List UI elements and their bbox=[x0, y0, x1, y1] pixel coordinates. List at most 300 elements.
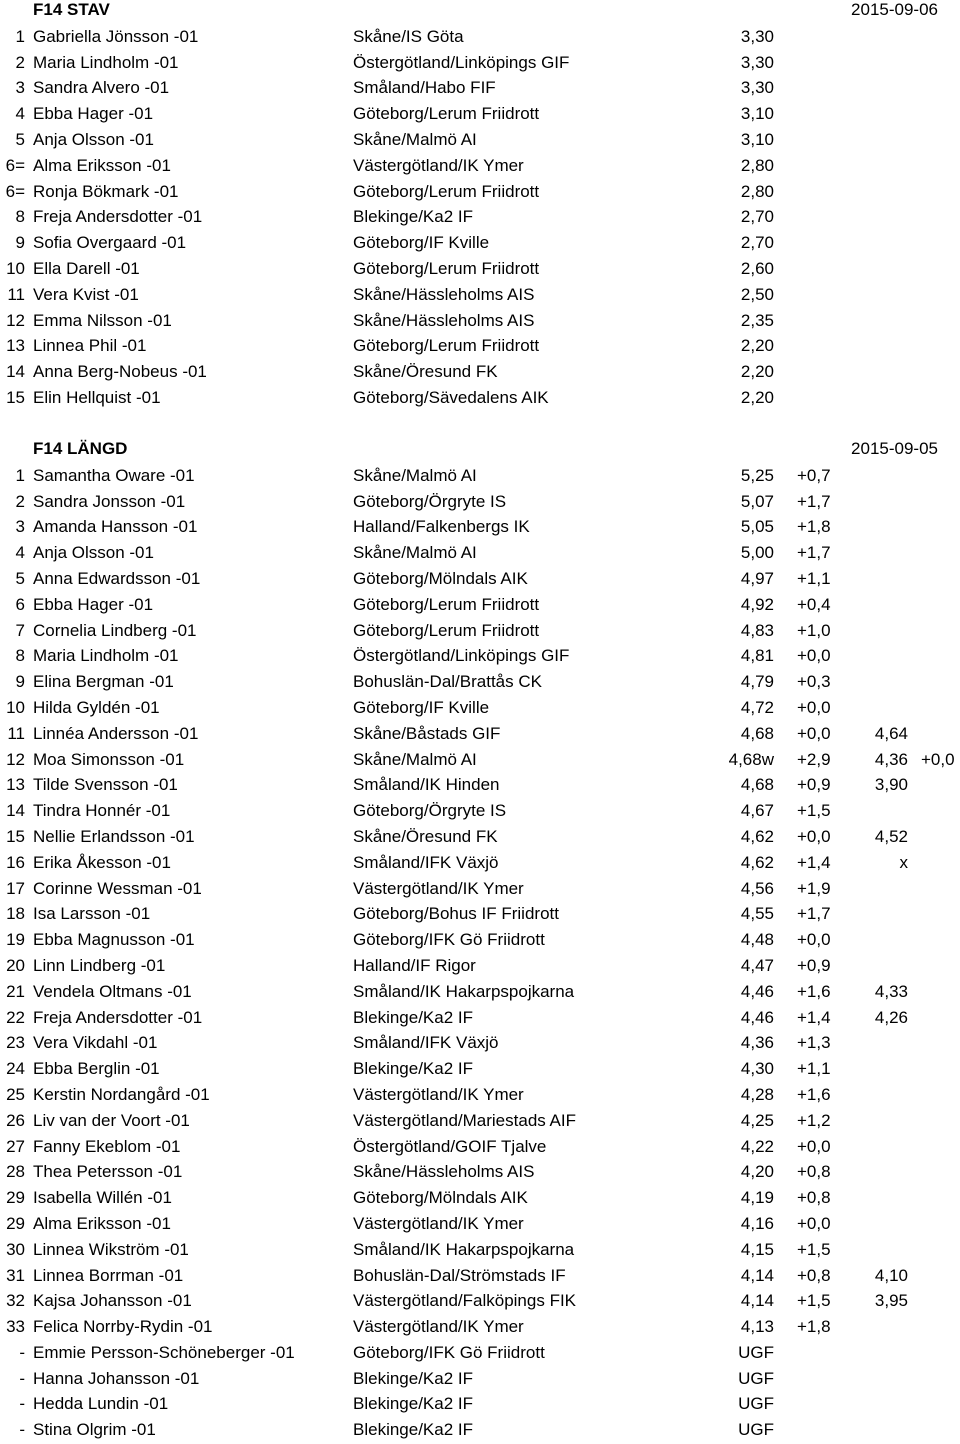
athlete-name: Kajsa Johansson -01 bbox=[33, 1291, 192, 1311]
athlete-name: Ebba Hager -01 bbox=[33, 104, 154, 124]
wind-value: +0,8 bbox=[797, 1265, 831, 1285]
langd-section bbox=[0, 437, 960, 1443]
result-value: UGF bbox=[738, 1342, 774, 1362]
table-row bbox=[0, 1288, 960, 1314]
rank-cell: 6= bbox=[5, 155, 25, 175]
athlete-name: Ebba Hager -01 bbox=[33, 594, 154, 614]
table-row bbox=[0, 204, 960, 230]
athlete-name: Elina Bergman -01 bbox=[33, 672, 174, 692]
club-name: Småland/IK Hakarpspojkarna bbox=[353, 1239, 575, 1259]
result-value: 4,22 bbox=[740, 1136, 774, 1156]
result-value: 4,28 bbox=[740, 1084, 774, 1104]
result-value: 4,48 bbox=[740, 930, 774, 950]
table-row bbox=[0, 618, 960, 644]
rank-cell: 13 bbox=[6, 336, 25, 356]
wind-value: +1,3 bbox=[797, 1033, 831, 1053]
athlete-name: Ebba Magnusson -01 bbox=[33, 930, 195, 950]
rank-cell: 7 bbox=[15, 620, 25, 640]
club-name: Västergötland/IK Ymer bbox=[353, 1213, 524, 1233]
extra-result-value: 4,33 bbox=[874, 981, 908, 1001]
table-row bbox=[0, 1185, 960, 1211]
result-value: 4,55 bbox=[740, 904, 774, 924]
rank-cell: 6 bbox=[15, 594, 25, 614]
wind-value: +1,4 bbox=[797, 1007, 831, 1027]
athlete-name: Hedda Lundin -01 bbox=[33, 1394, 169, 1414]
club-name: Småland/IK Hinden bbox=[353, 775, 500, 795]
athlete-name: Anja Olsson -01 bbox=[33, 543, 154, 563]
langd-title: F14 LÄNGD bbox=[33, 439, 128, 458]
wind-value: +0,4 bbox=[797, 594, 831, 614]
table-row bbox=[0, 772, 960, 798]
result-value: 4,72 bbox=[740, 697, 774, 717]
wind-value: +1,6 bbox=[797, 1084, 831, 1104]
extra-result-value: x bbox=[899, 852, 908, 872]
result-value: 4,16 bbox=[740, 1213, 774, 1233]
club-name: Göteborg/Bohus IF Friidrott bbox=[353, 904, 559, 924]
club-name: Skåne/Malmö AI bbox=[353, 465, 477, 485]
club-name: Göteborg/IFK Gö Friidrott bbox=[353, 930, 545, 950]
table-row bbox=[0, 256, 960, 282]
result-value: 3,30 bbox=[740, 26, 774, 46]
athlete-name: Hilda Gyldén -01 bbox=[33, 697, 160, 717]
club-name: Skåne/Öresund FK bbox=[353, 826, 498, 846]
extra-result-value: 3,90 bbox=[874, 775, 908, 795]
club-name: Östergötland/Linköpings GIF bbox=[353, 52, 570, 72]
athlete-name: Emma Nilsson -01 bbox=[33, 310, 172, 330]
result-value: 4,56 bbox=[740, 878, 774, 898]
table-row bbox=[0, 514, 960, 540]
table-row bbox=[0, 566, 960, 592]
result-value: 4,20 bbox=[740, 1162, 774, 1182]
result-value: 2,60 bbox=[740, 258, 774, 278]
table-row bbox=[0, 1366, 960, 1392]
stav-date: 2015-09-06 bbox=[851, 0, 938, 19]
table-row bbox=[0, 695, 960, 721]
athlete-name: Elin Hellquist -01 bbox=[33, 387, 161, 407]
club-name: Göteborg/IF Kville bbox=[353, 697, 490, 717]
athlete-name: Maria Lindholm -01 bbox=[33, 52, 179, 72]
athlete-name: Nellie Erlandsson -01 bbox=[33, 826, 195, 846]
result-value: 4,97 bbox=[740, 568, 774, 588]
wind-value: +1,7 bbox=[797, 543, 831, 563]
rank-cell: 24 bbox=[6, 1059, 25, 1079]
table-row bbox=[0, 850, 960, 876]
table-row bbox=[0, 385, 960, 411]
result-value: 2,50 bbox=[740, 284, 774, 304]
result-value: 4,15 bbox=[740, 1239, 774, 1259]
rank-cell: 31 bbox=[6, 1265, 25, 1285]
athlete-name: Anna Edwardsson -01 bbox=[33, 568, 201, 588]
result-value: 2,20 bbox=[740, 387, 774, 407]
result-value: 2,80 bbox=[740, 155, 774, 175]
langd-date: 2015-09-05 bbox=[851, 439, 938, 458]
rank-cell: 13 bbox=[6, 775, 25, 795]
table-row bbox=[0, 747, 960, 773]
wind-value: +0,7 bbox=[797, 465, 831, 485]
club-name: Göteborg/Örgryte IS bbox=[353, 491, 507, 511]
club-name: Blekinge/Ka2 IF bbox=[353, 1059, 474, 1079]
result-value: UGF bbox=[738, 1368, 774, 1388]
athlete-name: Erika Åkesson -01 bbox=[33, 852, 171, 872]
wind-value: +0,9 bbox=[797, 775, 831, 795]
club-name: Göteborg/Lerum Friidrott bbox=[353, 620, 540, 640]
langd-results-list bbox=[0, 463, 960, 1443]
result-value: 4,19 bbox=[740, 1188, 774, 1208]
wind-value: +0,0 bbox=[797, 1136, 831, 1156]
athlete-name: Linnea Wikström -01 bbox=[33, 1239, 189, 1259]
club-name: Blekinge/Ka2 IF bbox=[353, 1007, 474, 1027]
wind-value: +1,0 bbox=[797, 620, 831, 640]
table-row bbox=[0, 153, 960, 179]
result-value: 4,83 bbox=[740, 620, 774, 640]
rank-cell: 15 bbox=[6, 387, 25, 407]
table-row bbox=[0, 489, 960, 515]
club-name: Göteborg/Lerum Friidrott bbox=[353, 594, 540, 614]
wind-value: +0,0 bbox=[797, 930, 831, 950]
table-row bbox=[0, 24, 960, 50]
result-value: 4,62 bbox=[740, 826, 774, 846]
club-name: Västergötland/IK Ymer bbox=[353, 155, 524, 175]
club-name: Bohuslän-Dal/Brattås CK bbox=[353, 672, 542, 692]
table-row bbox=[0, 75, 960, 101]
rank-cell: 20 bbox=[6, 955, 25, 975]
club-name: Skåne/IS Göta bbox=[353, 26, 464, 46]
result-value: 5,00 bbox=[740, 543, 774, 563]
table-row bbox=[0, 901, 960, 927]
stav-results-list bbox=[0, 24, 960, 411]
table-row bbox=[0, 1391, 960, 1417]
athlete-name: Vera Vikdahl -01 bbox=[33, 1033, 158, 1053]
rank-cell: - bbox=[19, 1394, 25, 1414]
athlete-name: Hanna Johansson -01 bbox=[33, 1368, 200, 1388]
table-row bbox=[0, 1314, 960, 1340]
wind-value: +1,7 bbox=[797, 491, 831, 511]
club-name: Skåne/Malmö AI bbox=[353, 129, 477, 149]
athlete-name: Freja Andersdotter -01 bbox=[33, 207, 203, 227]
rank-cell: 30 bbox=[6, 1239, 25, 1259]
club-name: Göteborg/Lerum Friidrott bbox=[353, 104, 540, 124]
wind-value: +0,0 bbox=[797, 723, 831, 743]
table-row bbox=[0, 1211, 960, 1237]
rank-cell: 9 bbox=[15, 233, 25, 253]
wind-value: +1,2 bbox=[797, 1110, 831, 1130]
rank-cell: 9 bbox=[15, 672, 25, 692]
club-name: Bohuslän-Dal/Strömstads IF bbox=[353, 1265, 566, 1285]
club-name: Skåne/Hässleholms AIS bbox=[353, 310, 535, 330]
extra-result-value: 4,36 bbox=[874, 749, 908, 769]
athlete-name: Linnea Borrman -01 bbox=[33, 1265, 184, 1285]
result-value: 2,80 bbox=[740, 181, 774, 201]
result-value: 4,81 bbox=[740, 646, 774, 666]
rank-cell: 10 bbox=[6, 697, 25, 717]
result-value: 4,79 bbox=[740, 672, 774, 692]
table-row bbox=[0, 824, 960, 850]
wind-value: +1,5 bbox=[797, 801, 831, 821]
rank-cell: 22 bbox=[6, 1007, 25, 1027]
rank-cell: 4 bbox=[15, 104, 25, 124]
extra-result-value: 4,10 bbox=[874, 1265, 908, 1285]
wind-value: +1,1 bbox=[797, 1059, 831, 1079]
athlete-name: Isabella Willén -01 bbox=[33, 1188, 172, 1208]
rank-cell: 32 bbox=[6, 1291, 25, 1311]
table-row bbox=[0, 359, 960, 385]
wind-value: +0,0 bbox=[797, 826, 831, 846]
rank-cell: 10 bbox=[6, 258, 25, 278]
wind-value: +1,6 bbox=[797, 981, 831, 1001]
result-value: 4,46 bbox=[740, 1007, 774, 1027]
extra-result-value: 3,95 bbox=[874, 1291, 908, 1311]
athlete-name: Linnéa Andersson -01 bbox=[33, 723, 199, 743]
rank-cell: 5 bbox=[15, 129, 25, 149]
wind-value: +1,9 bbox=[797, 878, 831, 898]
wind-value: +1,7 bbox=[797, 904, 831, 924]
result-value: 5,05 bbox=[740, 517, 774, 537]
rank-cell: 23 bbox=[6, 1033, 25, 1053]
result-value: 2,20 bbox=[740, 336, 774, 356]
wind-value: +0,0 bbox=[797, 646, 831, 666]
rank-cell: 3 bbox=[15, 78, 25, 98]
rank-cell: 1 bbox=[15, 26, 25, 46]
stav-title: F14 STAV bbox=[33, 0, 110, 19]
table-row bbox=[0, 721, 960, 747]
table-row bbox=[0, 179, 960, 205]
athlete-name: Vendela Oltmans -01 bbox=[33, 981, 192, 1001]
table-row bbox=[0, 643, 960, 669]
result-value: 3,10 bbox=[740, 104, 774, 124]
club-name: Göteborg/Mölndals AIK bbox=[353, 568, 528, 588]
table-row bbox=[0, 876, 960, 902]
club-name: Blekinge/Ka2 IF bbox=[353, 207, 474, 227]
table-row bbox=[0, 1263, 960, 1289]
rank-cell: 14 bbox=[6, 362, 25, 382]
rank-cell: 16 bbox=[6, 852, 25, 872]
club-name: Halland/IF Rigor bbox=[353, 955, 476, 975]
result-value: 5,07 bbox=[740, 491, 774, 511]
athlete-name: Alma Eriksson -01 bbox=[33, 1213, 171, 1233]
table-row bbox=[0, 127, 960, 153]
table-row bbox=[0, 101, 960, 127]
athlete-name: Gabriella Jönsson -01 bbox=[33, 26, 199, 46]
athlete-name: Thea Petersson -01 bbox=[33, 1162, 183, 1182]
result-value: 2,35 bbox=[740, 310, 774, 330]
rank-cell: 8 bbox=[15, 646, 25, 666]
result-value: 4,14 bbox=[740, 1265, 774, 1285]
club-name: Skåne/Hässleholms AIS bbox=[353, 284, 535, 304]
result-value: 4,14 bbox=[740, 1291, 774, 1311]
athlete-name: Amanda Hansson -01 bbox=[33, 517, 198, 537]
athlete-name: Felica Norrby-Rydin -01 bbox=[33, 1317, 213, 1337]
club-name: Skåne/Malmö AI bbox=[353, 543, 477, 563]
athlete-name: Fanny Ekeblom -01 bbox=[33, 1136, 181, 1156]
athlete-name: Ella Darell -01 bbox=[33, 258, 140, 278]
club-name: Skåne/Hässleholms AIS bbox=[353, 1162, 535, 1182]
athlete-name: Linnea Phil -01 bbox=[33, 336, 147, 356]
table-row bbox=[0, 463, 960, 489]
rank-cell: 26 bbox=[6, 1110, 25, 1130]
club-name: Göteborg/Lerum Friidrott bbox=[353, 181, 540, 201]
rank-cell: 21 bbox=[6, 981, 25, 1001]
athlete-name: Linn Lindberg -01 bbox=[33, 955, 166, 975]
table-row bbox=[0, 540, 960, 566]
club-name: Göteborg/Sävedalens AIK bbox=[353, 387, 549, 407]
wind-value: +0,0 bbox=[797, 697, 831, 717]
table-row bbox=[0, 953, 960, 979]
table-row bbox=[0, 333, 960, 359]
result-value: 4,68 bbox=[740, 775, 774, 795]
rank-cell: 12 bbox=[6, 749, 25, 769]
table-row bbox=[0, 1108, 960, 1134]
table-row bbox=[0, 308, 960, 334]
club-name: Östergötland/GOIF Tjalve bbox=[353, 1136, 547, 1156]
wind-value: +0,8 bbox=[797, 1188, 831, 1208]
club-name: Västergötland/Falköpings FIK bbox=[353, 1291, 577, 1311]
rank-cell: 25 bbox=[6, 1084, 25, 1104]
table-row bbox=[0, 1082, 960, 1108]
rank-cell: 27 bbox=[6, 1136, 25, 1156]
athlete-name: Maria Lindholm -01 bbox=[33, 646, 179, 666]
rank-cell: 29 bbox=[6, 1213, 25, 1233]
rank-cell: - bbox=[19, 1420, 25, 1440]
athlete-name: Stina Olgrim -01 bbox=[33, 1420, 156, 1440]
rank-cell: 14 bbox=[6, 801, 25, 821]
wind-value: +1,8 bbox=[797, 1317, 831, 1337]
langd-header bbox=[0, 437, 960, 463]
rank-cell: 17 bbox=[6, 878, 25, 898]
rank-cell: 11 bbox=[7, 723, 25, 743]
wind-value: +0,3 bbox=[797, 672, 831, 692]
rank-cell: - bbox=[19, 1368, 25, 1388]
athlete-name: Tilde Svensson -01 bbox=[33, 775, 178, 795]
result-value: 3,30 bbox=[740, 78, 774, 98]
club-name: Småland/Habo FIF bbox=[353, 78, 496, 98]
athlete-name: Corinne Wessman -01 bbox=[33, 878, 202, 898]
rank-cell: 6= bbox=[5, 181, 25, 201]
result-value: 4,47 bbox=[740, 955, 774, 975]
athlete-name: Cornelia Lindberg -01 bbox=[33, 620, 197, 640]
result-value: 4,30 bbox=[740, 1059, 774, 1079]
rank-cell: 1 bbox=[15, 465, 25, 485]
club-name: Småland/IFK Växjö bbox=[353, 1033, 499, 1053]
athlete-name: Kerstin Nordangård -01 bbox=[33, 1084, 210, 1104]
result-value: 4,92 bbox=[740, 594, 774, 614]
club-name: Västergötland/Mariestads AIF bbox=[353, 1110, 577, 1130]
result-value: 2,70 bbox=[740, 233, 774, 253]
athlete-name: Moa Simonsson -01 bbox=[33, 749, 185, 769]
athlete-name: Tindra Honnér -01 bbox=[33, 801, 171, 821]
wind-value: +0,9 bbox=[797, 955, 831, 975]
rank-cell: 5 bbox=[15, 568, 25, 588]
rank-cell: 19 bbox=[6, 930, 25, 950]
club-name: Göteborg/Lerum Friidrott bbox=[353, 336, 540, 356]
extra-wind-value: +0,0 bbox=[921, 749, 955, 769]
extra-result-value: 4,52 bbox=[874, 826, 908, 846]
result-value: 4,46 bbox=[740, 981, 774, 1001]
club-name: Blekinge/Ka2 IF bbox=[353, 1420, 474, 1440]
club-name: Göteborg/Mölndals AIK bbox=[353, 1188, 528, 1208]
rank-cell: 4 bbox=[15, 543, 25, 563]
rank-cell: 3 bbox=[15, 517, 25, 537]
rank-cell: 8 bbox=[15, 207, 25, 227]
result-value: 4,13 bbox=[740, 1317, 774, 1337]
athlete-name: Vera Kvist -01 bbox=[33, 284, 139, 304]
wind-value: +1,1 bbox=[797, 568, 831, 588]
table-row bbox=[0, 1134, 960, 1160]
wind-value: +1,5 bbox=[797, 1239, 831, 1259]
rank-cell: 2 bbox=[15, 52, 25, 72]
club-name: Blekinge/Ka2 IF bbox=[353, 1368, 474, 1388]
table-row bbox=[0, 669, 960, 695]
extra-result-value: 4,64 bbox=[874, 723, 908, 743]
result-value: UGF bbox=[738, 1420, 774, 1440]
result-value: 4,62 bbox=[740, 852, 774, 872]
athlete-name: Emmie Persson-Schöneberger -01 bbox=[33, 1342, 295, 1362]
table-row bbox=[0, 1340, 960, 1366]
table-row bbox=[0, 1237, 960, 1263]
table-row bbox=[0, 592, 960, 618]
club-name: Östergötland/Linköpings GIF bbox=[353, 646, 570, 666]
rank-cell: 33 bbox=[6, 1317, 25, 1337]
club-name: Västergötland/IK Ymer bbox=[353, 1084, 524, 1104]
wind-value: +2,9 bbox=[797, 749, 831, 769]
club-name: Göteborg/Örgryte IS bbox=[353, 801, 507, 821]
result-value: 4,68w bbox=[728, 749, 774, 769]
athlete-name: Alma Eriksson -01 bbox=[33, 155, 171, 175]
club-name: Skåne/Öresund FK bbox=[353, 362, 498, 382]
rank-cell: 12 bbox=[6, 310, 25, 330]
rank-cell: 28 bbox=[6, 1162, 25, 1182]
wind-value: +1,4 bbox=[797, 852, 831, 872]
table-row bbox=[0, 1056, 960, 1082]
athlete-name: Anna Berg-Nobeus -01 bbox=[33, 362, 207, 382]
club-name: Skåne/Malmö AI bbox=[353, 749, 477, 769]
club-name: Halland/Falkenbergs IK bbox=[353, 517, 530, 537]
wind-value: +0,0 bbox=[797, 1213, 831, 1233]
club-name: Västergötland/IK Ymer bbox=[353, 1317, 524, 1337]
athlete-name: Sandra Alvero -01 bbox=[33, 78, 170, 98]
table-row bbox=[0, 1417, 960, 1443]
stav-section bbox=[0, 0, 960, 411]
result-value: 4,67 bbox=[740, 801, 774, 821]
athlete-name: Sandra Jonsson -01 bbox=[33, 491, 186, 511]
result-value: UGF bbox=[738, 1394, 774, 1414]
rank-cell: 2 bbox=[15, 491, 25, 511]
stav-header bbox=[0, 0, 960, 24]
athlete-name: Anja Olsson -01 bbox=[33, 129, 154, 149]
athlete-name: Freja Andersdotter -01 bbox=[33, 1007, 203, 1027]
result-value: 3,10 bbox=[740, 129, 774, 149]
result-value: 4,25 bbox=[740, 1110, 774, 1130]
club-name: Västergötland/IK Ymer bbox=[353, 878, 524, 898]
result-value: 4,68 bbox=[740, 723, 774, 743]
club-name: Småland/IK Hakarpspojkarna bbox=[353, 981, 575, 1001]
wind-value: +1,8 bbox=[797, 517, 831, 537]
wind-value: +1,5 bbox=[797, 1291, 831, 1311]
rank-cell: 29 bbox=[6, 1188, 25, 1208]
table-row bbox=[0, 1030, 960, 1056]
club-name: Göteborg/IF Kville bbox=[353, 233, 490, 253]
athlete-name: Sofia Overgaard -01 bbox=[33, 233, 187, 253]
club-name: Göteborg/Lerum Friidrott bbox=[353, 258, 540, 278]
rank-cell: 11 bbox=[7, 284, 25, 304]
table-row bbox=[0, 979, 960, 1005]
extra-result-value: 4,26 bbox=[874, 1007, 908, 1027]
athlete-name: Samantha Oware -01 bbox=[33, 465, 195, 485]
athlete-name: Ebba Berglin -01 bbox=[33, 1059, 160, 1079]
athlete-name: Liv van der Voort -01 bbox=[33, 1110, 190, 1130]
club-name: Blekinge/Ka2 IF bbox=[353, 1394, 474, 1414]
table-row bbox=[0, 230, 960, 256]
result-value: 2,70 bbox=[740, 207, 774, 227]
